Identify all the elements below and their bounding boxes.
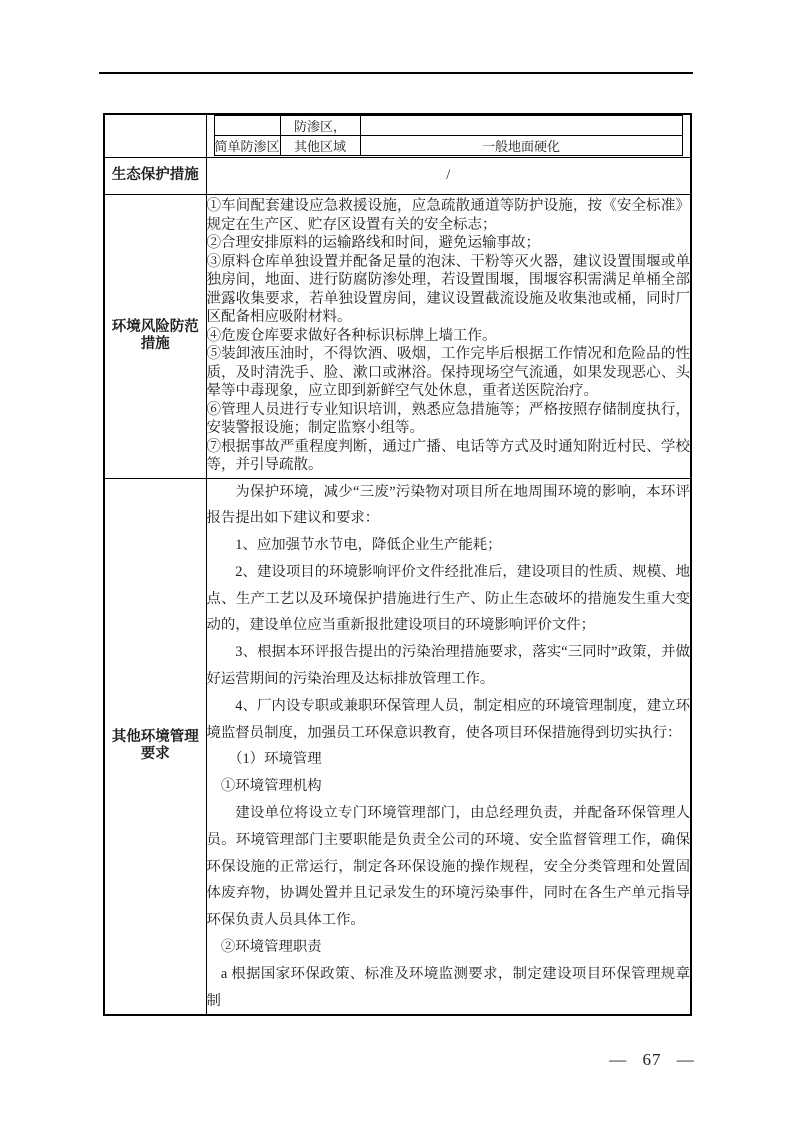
risk-item-4: ④危废仓库要求做好各种标识标牌上墙工作。 — [206, 327, 497, 344]
label-line: 其他环境管理 — [111, 729, 199, 746]
paragraph-heading-1: （1）环境管理 — [228, 751, 322, 768]
risk-prevention-row — [104, 194, 691, 478]
risk-item-7: ⑦根据事故严重程度判断，通过广播、电话等方式及时通知附近村民、学校等，并引导疏散。 — [206, 438, 690, 474]
label-line: 环境风险防范 — [111, 319, 199, 335]
risk-item-5: ⑤装卸液压油时，不得饮酒、吸烟，工作完毕后根据工作情况和危险品的性质，及时清洗手、脸、漱口或淋浴。保持现场空气流通，如果发现恶心、头晕等中毒现象，应立即到新鲜空气处休息，重者送医院治疗。 — [206, 346, 690, 400]
eco-protection-label: 生态保护措施 — [104, 157, 206, 194]
sub-cell-seepage-zone: 防渗区， — [280, 116, 360, 136]
sub-cell-empty — [214, 116, 280, 136]
header-rule — [99, 72, 693, 74]
risk-item-6: ⑥管理人员进行专业知识培训，熟悉应急措施等；严格按照存储制度执行，安装警报设施；制定监察小组等。 — [206, 401, 690, 437]
sub-cell-simple-seepage-zone: 简单防渗区 — [214, 136, 280, 156]
risk-prevention-label — [104, 194, 206, 478]
paragraph-subheading-2: ②环境管理职责 — [220, 939, 322, 956]
sub-cell-ground-hardening: 一般地面硬化 — [360, 136, 682, 156]
other-management-row — [104, 478, 691, 1015]
paragraph-item-2: 2、建设项目的环境影响评价文件经批准后，建设项目的性质、规模、地点、生产工艺以及环境保护措施进行生产、防止生态破坏的措施发生重大变动的，建设单位应当重新报批建设项目的环境影响评价文件； — [206, 563, 690, 634]
eco-protection-row — [104, 157, 691, 194]
page-number: — 67 — — [609, 1050, 695, 1069]
risk-item-3: ③原料仓库单独设置并配备足量的泡沫、干粉等灭火器，建议设置围堰或单独房间，地面、进行防腐防渗处理，若设置围堰，围堰容积需满足单桶全部泄露收集要求，若单独设置房间，建议设置截流设施及收集池或桶，同时厂区配备相应吸附材料。 — [206, 253, 690, 326]
sub-cell-other-area: 其他区域 — [280, 136, 360, 156]
risk-item-2: ②合理安排原料的运输路线和时间，避免运输事故； — [206, 235, 540, 252]
other-management-label — [104, 478, 206, 1015]
seepage-continuation-row — [104, 114, 691, 157]
paragraph-item-4: 4、厂内设专职或兼职环保管理人员，制定相应的环境管理制度，建立环境监督员制度，加强员工环保意识教育，使各项目环保措施得到切实执行： — [206, 697, 690, 741]
sub-table-row — [214, 116, 682, 136]
sub-cell-empty — [360, 116, 682, 136]
paragraph-body: 建设单位将设立专门环境管理部门，由总经理负责，并配备环保管理人员。环境管理部门主要职能是负责全公司的环境、安全监督管理工作，确保环保设施的正常运行，制定各环保设施的操作规程，安全分类管理和处置固体废弃物，协调处置并且记录发生的环境污染事件，同时在各生产单元指导环保负责人员具体工作。 — [206, 805, 690, 929]
paragraph-item-a: a 根据国家环保政策、标准及环境监测要求，制定建设项目环保管理规章制 — [206, 965, 690, 1009]
eco-protection-value: / — [206, 157, 691, 194]
other-management-content — [206, 478, 691, 1015]
row-label-empty — [104, 114, 206, 157]
environment-measures-table — [103, 113, 692, 1016]
risk-prevention-content — [206, 194, 691, 478]
paragraph-intro: 为保护环境，减少“三废”污染物对项目所在地周围环境的影响，本环评报告提出如下建议和要求： — [206, 483, 690, 527]
label-line: 措施 — [140, 336, 170, 352]
sub-table-row — [214, 136, 682, 156]
risk-item-1: ①车间配套建设应急救援设施，应急疏散通道等防护设施，按《安全标准》规定在生产区、贮存区设置有关的安全标志； — [206, 198, 690, 233]
label-line: 要求 — [140, 746, 170, 763]
paragraph-subheading-1: ①环境管理机构 — [220, 778, 322, 795]
paragraph-item-1: 1、应加强节水节电，降低企业生产能耗； — [235, 537, 502, 554]
seepage-sub-table-cell — [206, 114, 691, 157]
paragraph-item-3: 3、根据本环评报告提出的污染治理措施要求，落实“三同时”政策，并做好运营期间的污染治理及达标排放管理工作。 — [206, 644, 690, 688]
seepage-sub-table — [214, 115, 683, 156]
